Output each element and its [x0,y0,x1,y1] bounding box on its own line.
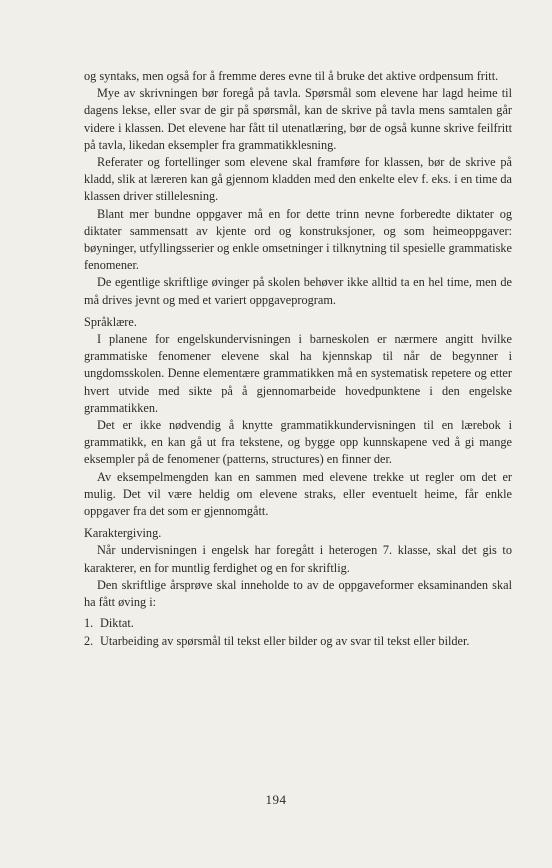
section-heading-grammar: Språklære. [84,314,137,329]
list-item-number: 1. [84,616,94,631]
paragraph: Den skriftlige årsprøve skal inneholde to av de oppgaveformer eksaminanden skal ha fått øving i: [84,577,512,610]
section-heading-grading: Karaktergiving. [84,526,162,541]
exam-task-list [84,615,512,649]
page-number: 194 [265,792,287,807]
paragraph: Det er ikke nødvendig å knytte grammatikkundervisningen til en lærebok i grammatikk, en kan gå ut fra tekstene, og bygge opp kunnskapene ved å gi mange eksempler på de fenomener (patterns, structures) en finner der. [84,418,512,467]
body-text [84,68,512,650]
paragraph: Når undervisningen i engelsk har foregått i heterogen 7. klasse, skal det gis to karakterer, en for muntlig ferdighet og en for skriftlig. [84,543,512,575]
paragraph: Blant mer bundne oppgaver må en for dette trinn nevne forberedte diktater og diktater sammensatt av kjente ord og konstruksjoner, og som heimeoppgaver: bøyninger, utfyllingsserier og enkle omsetninger i tilknytning til spesielle grammatiske fenomener. [84,206,512,273]
list-item [84,615,512,632]
paragraph: Referater og fortellinger som elevene skal framføre for klassen, bør de skrive på kladd, slik at læreren kan gå gjennom kladden med den enkelte elev f. eks. i en time da klassen driver stillelesning. [84,155,512,204]
paragraph: Mye av skrivningen bør foregå på tavla. Spørsmål som elevene har lagd heime til dagens lekse, eller svar de gir på spørsmål, kan de skrive på tavla mens samtalen går videre i klassen. Det elevene har fått til utenatlæring, bør de også kunne skrive feilfritt på tavla, likedan eksempler fra grammatikklesning. [84,86,512,152]
paragraph: og syntaks, men også for å fremme deres evne til å bruke det aktive ordpensum fritt. [84,69,499,83]
list-item-text: Utarbeiding av spørsmål til tekst eller bilder og av svar til tekst eller bilder. [100,633,470,648]
paragraph: De egentlige skriftlige øvinger på skolen behøver ikke alltid ta en hel time, men de må drives jevnt og med et variert oppgaveprogram. [84,275,512,307]
paragraph: Av eksempelmengden kan en sammen med elevene trekke ut regler om det er mulig. Det vil være heldig om elevene straks, eller eventuelt heime, får enkle oppgaver fra det som er gjennomgått. [84,469,512,519]
list-item-text: Diktat. [100,616,134,631]
list-item-number: 2. [84,633,94,648]
list-item [84,633,512,650]
paragraph: I planene for engelskundervisningen i barneskolen er nærmere angitt hvilke grammatiske fenomener elevene skal ha kjennskap til når de begynner i ungdomsskolen. Denne elementære grammatikken må en systematisk repetere og etter hvert utvide med sikte på å gjennomarbeide hovedpunktene i den engelske grammatikken. [84,332,512,415]
